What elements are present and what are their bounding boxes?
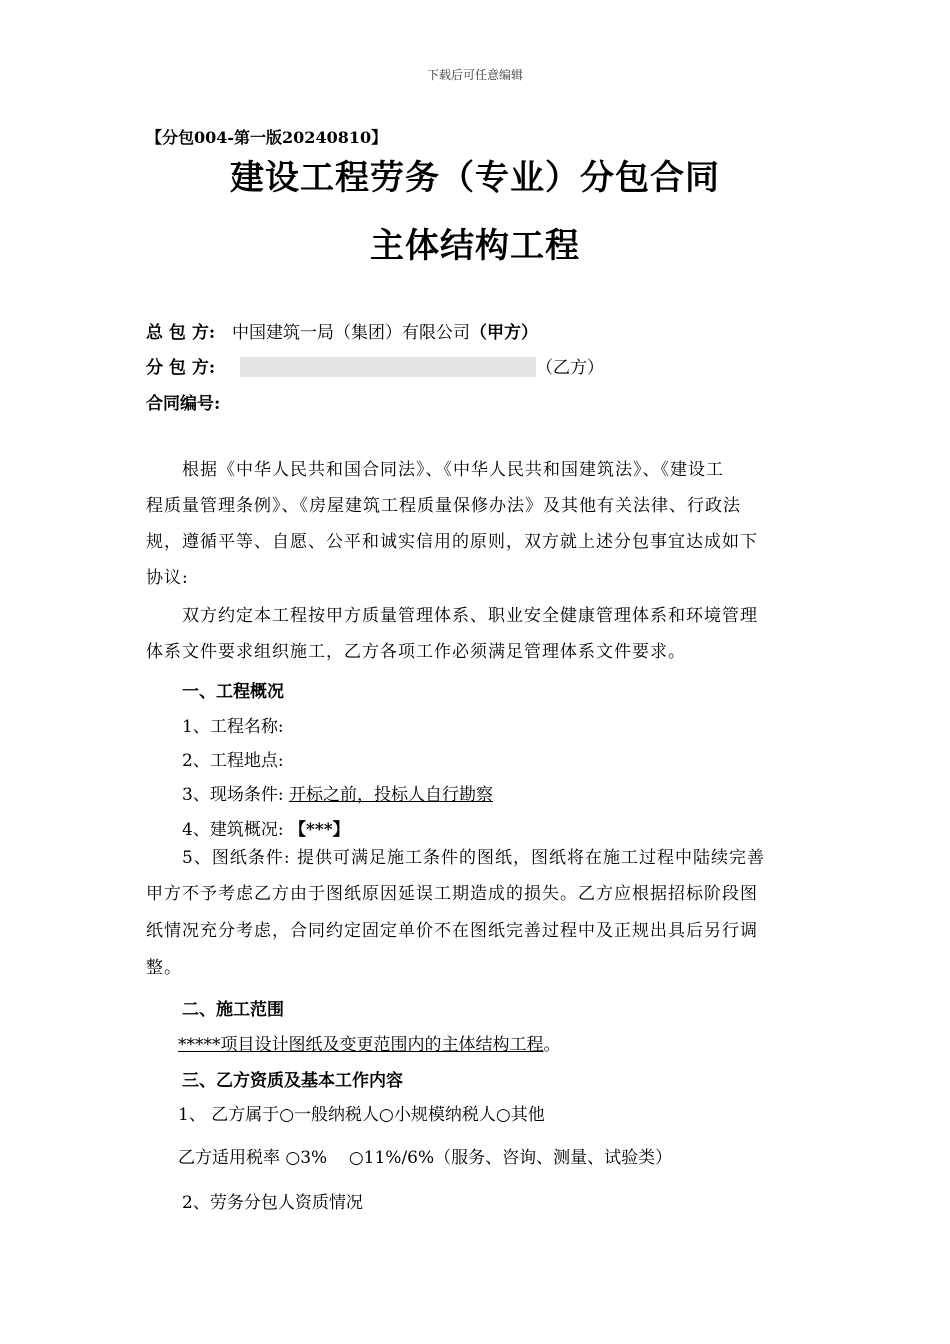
intro-p1-line2: 程质量管理条例》、《房屋建筑工程质量保修办法》及其他有关法律、行政法 (146, 496, 741, 516)
construction-scope-end: 。 (543, 1035, 561, 1055)
contract-number-label: 合同编号: (146, 394, 221, 414)
site-conditions-label: 3、现场条件: (182, 785, 284, 805)
party-b-role: （乙方） (536, 358, 604, 378)
general-contractor-row (146, 318, 538, 343)
document-subtitle: 主体结构工程 (370, 226, 580, 266)
qualification-item: 2、劳务分包人资质情况 (182, 1193, 363, 1213)
project-location-item: 2、工程地点: (182, 751, 284, 771)
drawing-conditions-line3: 纸情况充分考虑，合同约定固定单价不在图纸完善过程中及正规出具后另行调 (146, 921, 758, 941)
drawing-conditions-line1: 5、图纸条件: 提供可满足施工条件的图纸，图纸将在施工过程中陆续完善 (182, 848, 765, 868)
redacted-subcontractor-name (240, 357, 536, 377)
header-note: 下载后可任意编辑 (426, 68, 523, 82)
intro-p2-line1: 双方约定本工程按甲方质量管理体系、职业安全健康管理体系和环境管理 (182, 606, 758, 626)
site-conditions-value: 开标之前，投标人自行勘察 (288, 785, 493, 805)
document-title: 建设工程劳务（专业）分包合同 (230, 158, 720, 198)
project-name-item: 1、工程名称: (182, 717, 284, 737)
subcontractor-label: 分 包 方: (146, 358, 216, 378)
version-tag: 【分包004-第一版20240810】 (146, 128, 388, 147)
subcontractor-row (146, 353, 604, 378)
intro-p2-line2: 体系文件要求组织施工，乙方各项工作必须满足管理体系文件要求。 (146, 642, 686, 662)
building-overview-label: 4、建筑概况: (182, 820, 284, 840)
intro-p1-line4: 协议: (146, 568, 189, 588)
intro-p1-line3: 规，遵循平等、自愿、公平和诚实信用的原则，双方就上述分包事宜达成如下 (146, 532, 758, 552)
building-overview-item (182, 815, 350, 840)
tax-rate-item: 乙方适用税率 ○3% ○11%/6%（服务、咨询、测量、试验类） (178, 1148, 673, 1168)
general-contractor-name: 中国建筑一局（集团）有限公司 (232, 323, 470, 343)
construction-scope (178, 1030, 561, 1055)
section1-heading: 一、工程概况 (182, 682, 284, 702)
drawing-conditions-line4: 整。 (146, 958, 182, 978)
general-contractor-label: 总 包 方: (146, 323, 216, 343)
building-overview-value: 【***】 (288, 820, 350, 840)
intro-p1-line1: 根据《中华人民共和国合同法》、《中华人民共和国建筑法》、《建设工 (182, 460, 724, 480)
section2-heading: 二、施工范围 (182, 1000, 284, 1020)
taxpayer-type-item: 1、 乙方属于○一般纳税人○小规模纳税人○其他 (178, 1105, 545, 1125)
contract-number-row (146, 389, 232, 414)
site-conditions-item (182, 780, 493, 805)
construction-scope-text: *****项目设计图纸及变更范围内的主体结构工程 (178, 1035, 544, 1055)
party-a-role: （甲方） (470, 323, 538, 343)
section3-heading: 三、乙方资质及基本工作内容 (182, 1071, 403, 1091)
drawing-conditions-line2: 甲方不予考虑乙方由于图纸原因延误工期造成的损失。乙方应根据招标阶段图 (146, 884, 758, 904)
